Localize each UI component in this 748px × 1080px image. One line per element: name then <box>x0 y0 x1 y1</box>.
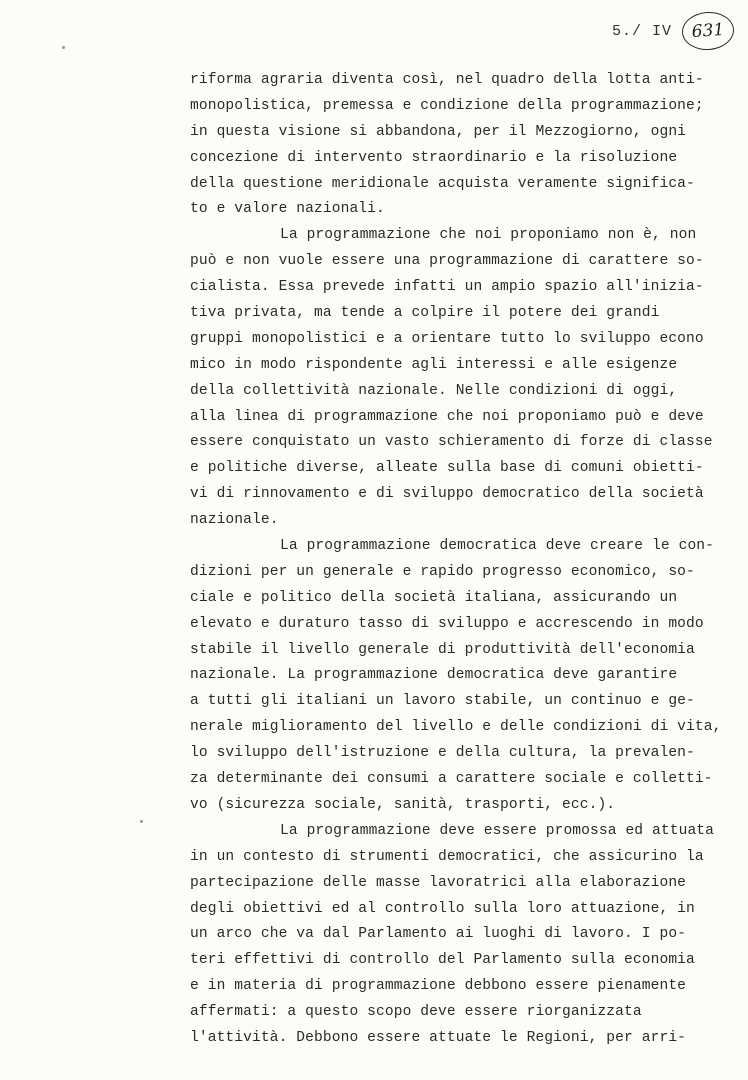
typewritten-text <box>190 68 730 1052</box>
text-line: to e valore nazionali. <box>190 201 385 218</box>
paper-speck <box>140 820 143 823</box>
text-line: La programmazione che noi proponiamo non è, non <box>280 227 697 244</box>
text-line: mico in modo rispondente agli interessi e alle esigenze <box>190 356 678 373</box>
text-line: lo sviluppo dell'istruzione e della cultura, la prevalen- <box>190 745 695 762</box>
text-line: cialista. Essa prevede infatti un ampio spazio all'inizia- <box>190 279 704 296</box>
page-reference: 5./ IV <box>611 22 672 40</box>
text-line: e in materia di programmazione debbono essere pienamente <box>190 978 687 995</box>
text-line: affermati: a questo scopo deve essere riorganizzata <box>190 1004 642 1021</box>
text-line: nazionale. La programmazione democratica deve garantire <box>190 667 678 684</box>
text-line: e politiche diverse, alleate sulla base di comuni obietti- <box>190 460 704 477</box>
text-line: nazionale. <box>190 512 279 529</box>
text-line: può e non vuole essere una programmazione di carattere so- <box>190 253 704 270</box>
text-line: a tutti gli italiani un lavoro stabile, un continuo e ge- <box>190 693 695 710</box>
archive-number-circled: 631 <box>681 10 736 52</box>
text-line: della collettività nazionale. Nelle condizioni di oggi, <box>190 382 678 399</box>
text-line: vi di rinnovamento e di sviluppo democratico della società <box>190 486 704 503</box>
text-line: partecipazione delle masse lavoratrici alla elaborazione <box>190 874 687 891</box>
text-line: dizioni per un generale e rapido progresso economico, so- <box>190 563 695 580</box>
text-line: monopolistica, premessa e condizione della programmazione; <box>190 97 704 114</box>
text-line: nerale miglioramento del livello e delle condizioni di vita, <box>190 719 722 736</box>
paper-speck <box>62 46 65 49</box>
text-line: stabile il livello generale di produttività dell'economia <box>190 641 695 658</box>
text-line: essere conquistato un vasto schieramento di forze di classe <box>190 434 713 451</box>
text-line: della questione meridionale acquista veramente significa- <box>190 175 695 192</box>
text-line: concezione di intervento straordinario e la risoluzione <box>190 149 678 166</box>
text-line: ciale e politico della società italiana, assicurando un <box>190 589 678 606</box>
page-header <box>612 12 734 50</box>
text-line: l'attività. Debbono essere attuate le Regioni, per arri- <box>190 1029 687 1046</box>
text-line: vo (sicurezza sociale, sanità, trasporti, ecc.). <box>190 796 616 813</box>
text-line: gruppi monopolistici e a orientare tutto lo sviluppo econo <box>190 330 704 347</box>
text-line: alla linea di programmazione che noi proponiamo può e deve <box>190 408 704 425</box>
text-line: in un contesto di strumenti democratici, che assicurino la <box>190 848 704 865</box>
text-line: teri effettivi di controllo del Parlamento sulla economia <box>190 952 695 969</box>
text-line: riforma agraria diventa così, nel quadro della lotta anti- <box>190 72 704 88</box>
text-line: za determinante dei consumi a carattere sociale e colletti- <box>190 771 713 788</box>
text-line: degli obiettivi ed al controllo sulla loro attuazione, in <box>190 900 695 917</box>
text-line: un arco che va dal Parlamento ai luoghi di lavoro. I po- <box>190 926 687 943</box>
text-line: La programmazione deve essere promossa ed attuata <box>280 822 715 839</box>
text-line: tiva privata, ma tende a colpire il potere dei grandi <box>190 305 660 322</box>
text-line: elevato e duraturo tasso di sviluppo e accrescendo in modo <box>190 615 704 632</box>
text-line: La programmazione democratica deve creare le con- <box>280 538 715 555</box>
text-line: in questa visione si abbandona, per il Mezzogiorno, ogni <box>190 123 687 140</box>
